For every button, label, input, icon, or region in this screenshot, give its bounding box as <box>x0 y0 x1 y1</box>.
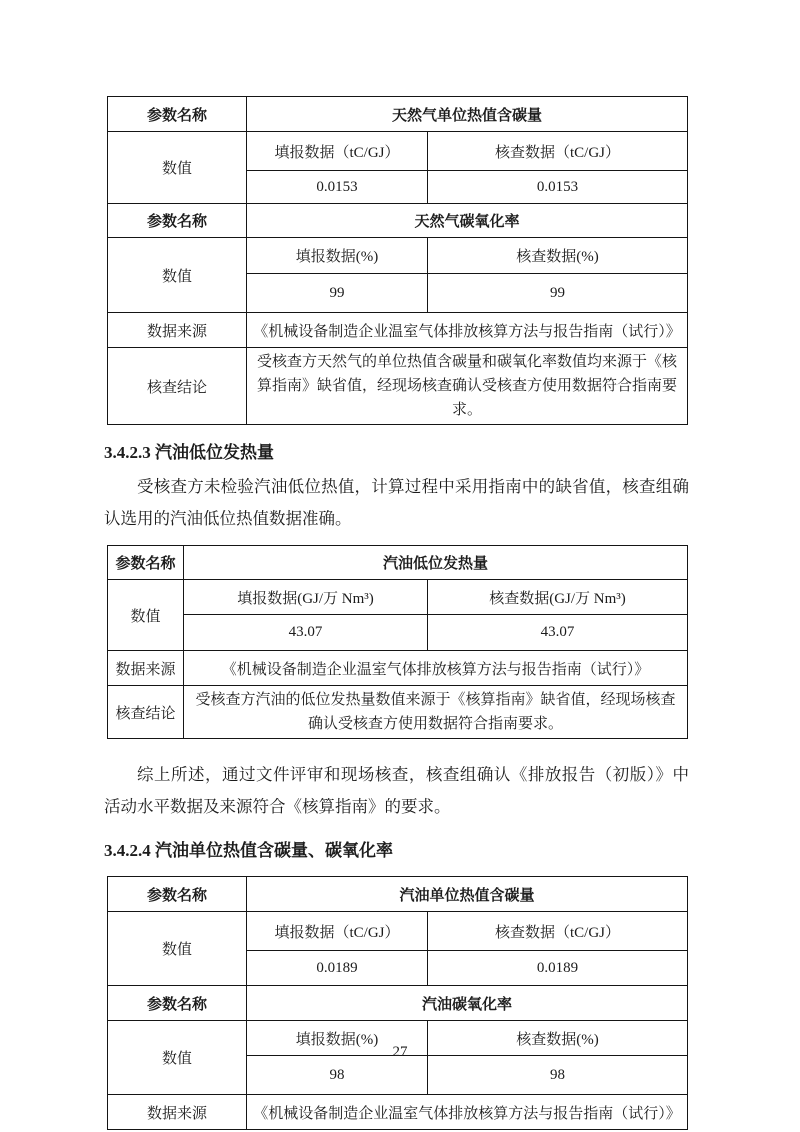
param-title-cell: 汽油单位热值含碳量 <box>247 877 688 912</box>
value-label-cell: 数值 <box>108 1021 247 1095</box>
verified-value-cell: 0.0189 <box>428 951 688 986</box>
table-row <box>108 204 688 238</box>
param-title-cell: 天然气单位热值含碳量 <box>247 97 688 132</box>
data-source-value-cell: 《机械设备制造企业温室气体排放核算方法与报告指南（试行）》 <box>247 313 688 348</box>
value-label-cell: 数值 <box>108 238 247 313</box>
table-row <box>108 1095 688 1130</box>
verified-value-cell: 99 <box>428 274 688 313</box>
conclusion-text-cell: 受核查方汽油的低位发热量数值来源于《核算指南》缺省值，经现场核查确认受核查方使用数据符合指南要求。 <box>184 686 688 739</box>
gasoline-carbon-table <box>107 876 688 1130</box>
table-row <box>108 132 688 171</box>
data-source-label-cell: 数据来源 <box>108 651 184 686</box>
data-source-value-cell: 《机械设备制造企业温室气体排放核算方法与报告指南（试行）》 <box>247 1095 688 1130</box>
reported-value-cell: 98 <box>247 1056 428 1095</box>
table-row <box>108 686 688 739</box>
table-row <box>108 877 688 912</box>
param-title-cell: 汽油低位发热量 <box>184 546 688 580</box>
table-row <box>108 651 688 686</box>
verified-header-cell: 核查数据(%) <box>428 238 688 274</box>
reported-value-cell: 99 <box>247 274 428 313</box>
table-row <box>108 615 688 651</box>
param-label-cell: 参数名称 <box>108 546 184 580</box>
value-label-cell: 数值 <box>108 912 247 986</box>
page-number: 27 <box>392 1044 408 1060</box>
param-label-cell: 参数名称 <box>108 877 247 912</box>
summary-paragraph: 综上所述，通过文件评审和现场核查，核查组确认《排放报告（初版）》中活动水平数据及来源符合《核算指南》的要求。 <box>104 765 689 816</box>
verified-header-cell: 核查数据（tC/GJ） <box>428 912 688 951</box>
table-row <box>108 986 688 1021</box>
conclusion-text-cell: 受核查方天然气的单位热值含碳量和碳氧化率数值均来源于《核算指南》缺省值，经现场核查确认受核查方使用数据符合指南要求。 <box>247 348 688 425</box>
value-label-cell: 数值 <box>108 580 184 651</box>
reported-value-cell: 0.0189 <box>247 951 428 986</box>
section-heading-3423: 3.4.2.3 汽油低位发热量 <box>104 443 274 462</box>
document-content <box>104 96 689 1130</box>
table-row <box>108 238 688 274</box>
verified-header-cell: 核查数据（tC/GJ） <box>428 132 688 171</box>
reported-header-cell: 填报数据(%) <box>247 1021 428 1056</box>
section-paragraph-3423: 受核查方未检验汽油低位热值，计算过程中采用指南中的缺省值，核查组确认选用的汽油低位热值数据准确。 <box>104 477 689 528</box>
natural-gas-parameter-table <box>107 96 688 425</box>
reported-header-cell: 填报数据（tC/GJ） <box>247 912 428 951</box>
conclusion-label-cell: 核查结论 <box>108 348 247 425</box>
gasoline-nhv-table <box>107 545 688 739</box>
conclusion-label-cell: 核查结论 <box>108 686 184 739</box>
table-row <box>108 546 688 580</box>
section-heading-3424: 3.4.2.4 汽油单位热值含碳量、碳氧化率 <box>104 841 393 860</box>
verified-value-cell: 0.0153 <box>428 171 688 204</box>
param-label-cell: 参数名称 <box>108 204 247 238</box>
verified-header-cell: 核查数据(GJ/万 Nm³) <box>428 580 688 615</box>
data-source-label-cell: 数据来源 <box>108 1095 247 1130</box>
reported-header-cell: 填报数据（tC/GJ） <box>247 132 428 171</box>
param-label-cell: 参数名称 <box>108 986 247 1021</box>
data-source-label-cell: 数据来源 <box>108 313 247 348</box>
table-row <box>108 97 688 132</box>
reported-header-cell: 填报数据(%) <box>247 238 428 274</box>
table-row <box>108 348 688 425</box>
table-row <box>108 313 688 348</box>
value-label-cell: 数值 <box>108 132 247 204</box>
verified-value-cell: 43.07 <box>428 615 688 651</box>
verified-value-cell: 98 <box>428 1056 688 1095</box>
param-title-cell: 天然气碳氧化率 <box>247 204 688 238</box>
data-source-value-cell: 《机械设备制造企业温室气体排放核算方法与报告指南（试行）》 <box>184 651 688 686</box>
reported-header-cell: 填报数据(GJ/万 Nm³) <box>184 580 428 615</box>
reported-value-cell: 43.07 <box>184 615 428 651</box>
param-label-cell: 参数名称 <box>108 97 247 132</box>
reported-value-cell: 0.0153 <box>247 171 428 204</box>
table-row <box>108 912 688 951</box>
table-row <box>108 580 688 615</box>
param-title-cell: 汽油碳氧化率 <box>247 986 688 1021</box>
verified-header-cell: 核查数据(%) <box>428 1021 688 1056</box>
